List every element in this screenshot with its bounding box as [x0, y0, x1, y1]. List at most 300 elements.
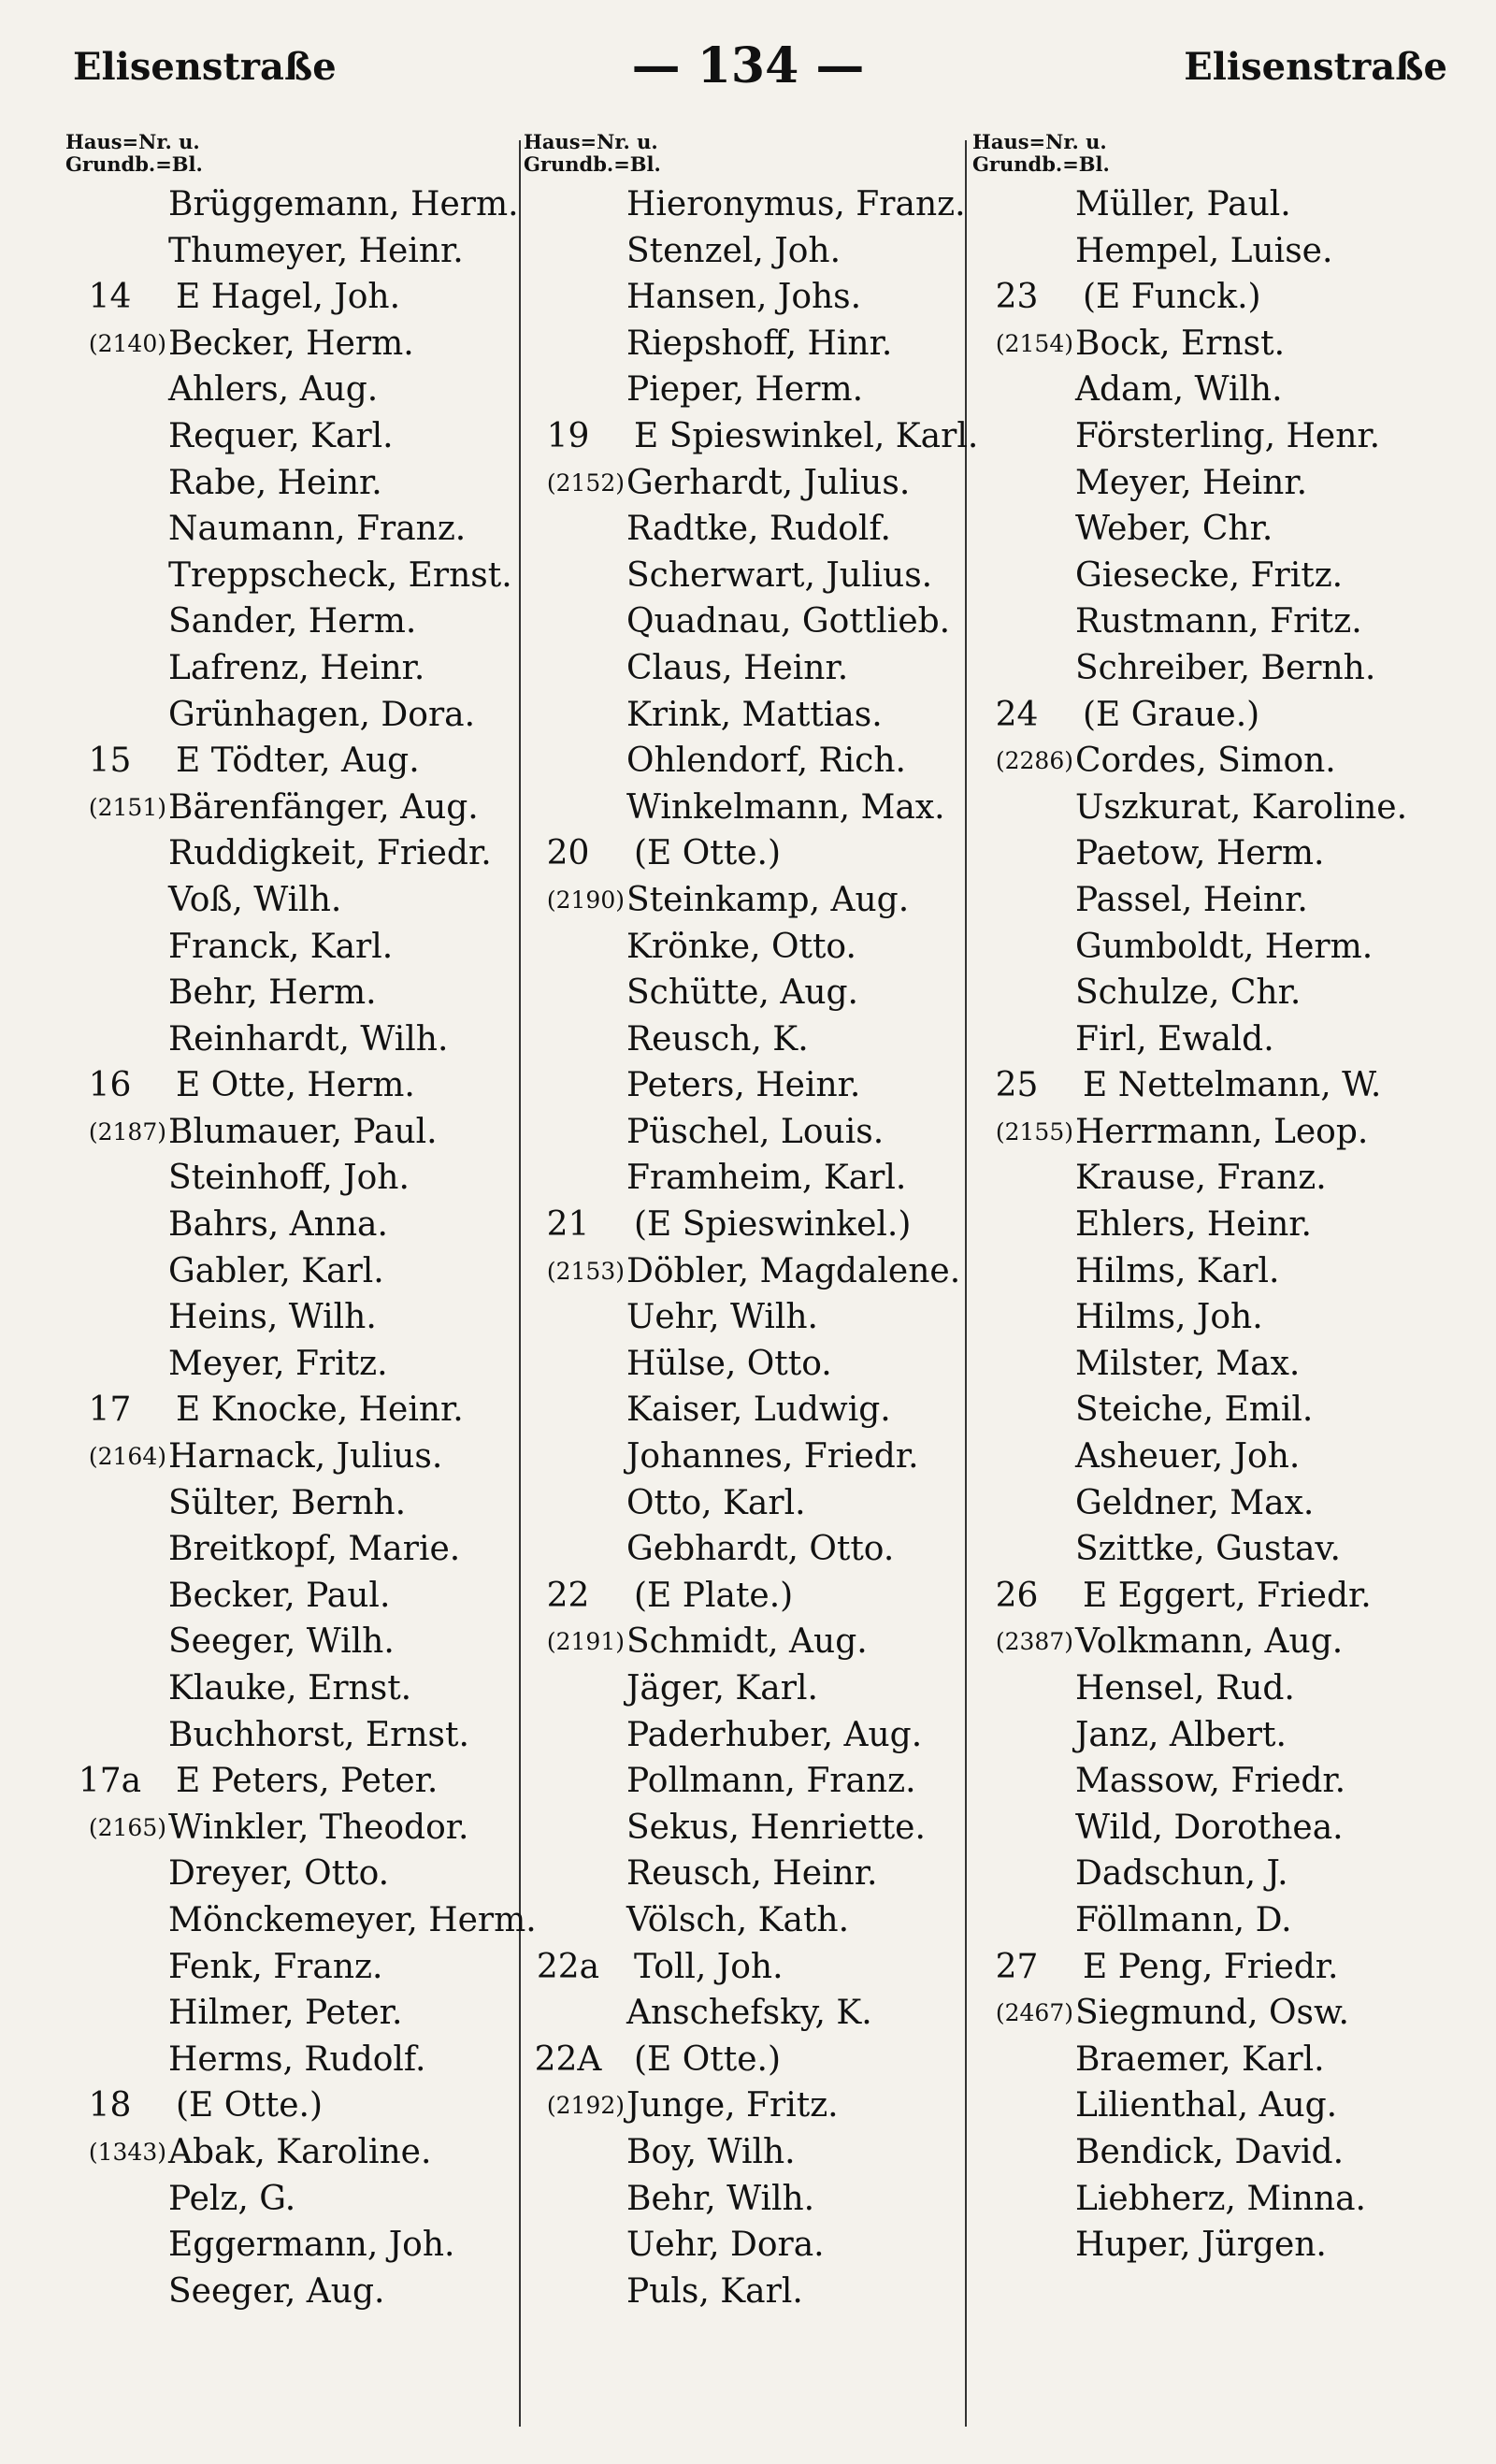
resident-entry [972, 1480, 1459, 1527]
resident-name: Anschefsky, K. [626, 1994, 872, 2033]
resident-entry [524, 1109, 991, 1156]
house-number: 14 [88, 278, 132, 317]
resident-name: Paetow, Herm. [1075, 834, 1325, 873]
resident-name: Franck, Karl. [168, 927, 394, 966]
resident-entry [972, 2082, 1459, 2129]
resident-name: Otto, Karl. [626, 1483, 806, 1522]
resident-entry [65, 1109, 552, 1156]
entry-list [524, 181, 991, 2314]
resident-entry [972, 785, 1459, 831]
resident-entry [972, 1990, 1459, 2037]
resident-entry [65, 1248, 552, 1295]
resident-name: Thumeyer, Heinr. [168, 231, 464, 270]
resident-name: Lilienthal, Aug. [1075, 2086, 1338, 2125]
resident-name: Püschel, Louis. [626, 1112, 885, 1151]
house-entry [524, 1944, 991, 1991]
resident-entry [524, 460, 991, 507]
resident-name: (E Otte.) [634, 834, 782, 873]
resident-name: (E Graue.) [1083, 695, 1260, 734]
resident-entry [524, 2222, 991, 2269]
house-entry [972, 692, 1459, 739]
resident-name: Behr, Wilh. [626, 2179, 815, 2218]
resident-name: Grünhagen, Dora. [168, 695, 476, 734]
column-3 [972, 131, 1459, 2269]
land-register-number: (2155) [995, 1117, 1073, 1146]
resident-name: Schreiber, Bernh. [1075, 648, 1376, 687]
resident-name: E Knocke, Heinr. [176, 1391, 464, 1430]
house-entry [65, 2082, 552, 2129]
resident-entry [972, 1387, 1459, 1434]
house-number: 19 [546, 416, 590, 455]
resident-entry [524, 1248, 991, 1295]
resident-entry [524, 1851, 991, 1897]
land-register-number: (2153) [546, 1257, 625, 1285]
resident-entry [65, 645, 552, 692]
resident-entry [524, 1526, 991, 1573]
resident-name: Winkelmann, Max. [626, 787, 945, 827]
resident-name: Schulze, Chr. [1075, 973, 1302, 1013]
resident-entry [972, 1897, 1459, 1944]
resident-name: Szittke, Gustav. [1075, 1530, 1341, 1569]
resident-entry [65, 1155, 552, 1202]
resident-name: Behr, Herm. [168, 973, 377, 1013]
house-number: 26 [995, 1576, 1039, 1615]
resident-name: (E Otte.) [634, 2039, 782, 2079]
resident-entry [524, 553, 991, 599]
house-entry [524, 1573, 991, 1620]
resident-entry [65, 460, 552, 507]
resident-entry [65, 1202, 552, 1248]
resident-name: Winkler, Theodor. [168, 1808, 469, 1847]
resident-entry [524, 1480, 991, 1527]
resident-entry [972, 367, 1459, 413]
resident-entry [65, 2269, 552, 2315]
resident-name: Pelz, G. [168, 2179, 296, 2218]
resident-name: Adam, Wilh. [1075, 370, 1283, 410]
resident-name: Johannes, Friedr. [626, 1437, 919, 1477]
house-entry [972, 1573, 1459, 1620]
house-number: 20 [546, 834, 590, 873]
resident-name: Junge, Fritz. [626, 2086, 839, 2125]
page-number: — 134 — [631, 37, 865, 94]
house-entry [524, 2037, 991, 2083]
resident-entry [972, 228, 1459, 275]
resident-name: Treppscheck, Ernst. [168, 555, 512, 595]
resident-name: Hilms, Joh. [1075, 1298, 1263, 1337]
resident-entry [524, 228, 991, 275]
resident-name: (E Plate.) [634, 1576, 794, 1615]
resident-name: Dreyer, Otto. [168, 1854, 390, 1894]
resident-entry [972, 738, 1459, 785]
resident-entry [65, 598, 552, 645]
resident-name: E Hagel, Joh. [176, 278, 401, 317]
resident-entry [65, 2176, 552, 2223]
resident-entry [524, 321, 991, 367]
resident-name: Breitkopf, Marie. [168, 1530, 461, 1569]
house-number: 15 [88, 742, 132, 781]
resident-name: Pieper, Herm. [626, 370, 864, 410]
resident-entry [972, 2129, 1459, 2176]
resident-name: Bock, Ernst. [1075, 324, 1286, 363]
resident-name: Ehlers, Heinr. [1075, 1205, 1312, 1245]
resident-entry [972, 2037, 1459, 2083]
resident-name: Weber, Chr. [1075, 510, 1273, 549]
land-register-number: (2192) [546, 2092, 625, 2120]
resident-name: Becker, Herm. [168, 324, 414, 363]
resident-entry [65, 924, 552, 971]
resident-name: Claus, Heinr. [626, 648, 849, 687]
resident-name: Bärenfänger, Aug. [168, 787, 479, 827]
resident-name: E Peters, Peter. [176, 1762, 439, 1801]
resident-name: Krink, Mattias. [626, 695, 883, 734]
resident-name: Steinhoff, Joh. [168, 1159, 410, 1198]
resident-name: Gerhardt, Julius. [626, 463, 911, 502]
resident-entry [972, 924, 1459, 971]
resident-entry [524, 1434, 991, 1480]
resident-entry [524, 877, 991, 924]
resident-name: Abak, Karoline. [168, 2132, 432, 2171]
column-header [524, 131, 991, 181]
resident-name: Meyer, Fritz. [168, 1344, 388, 1383]
house-number: 18 [88, 2086, 132, 2125]
resident-entry [524, 506, 991, 553]
resident-entry [524, 692, 991, 739]
resident-entry [65, 506, 552, 553]
resident-entry [972, 1202, 1459, 1248]
resident-entry [65, 553, 552, 599]
resident-name: Heins, Wilh. [168, 1298, 377, 1337]
resident-name: Sander, Herm. [168, 602, 417, 641]
column-header-line: Grundb.=Bl. [524, 152, 661, 176]
resident-name: Ruddigkeit, Friedr. [168, 834, 492, 873]
resident-name: Blumauer, Paul. [168, 1112, 438, 1151]
resident-entry [972, 1851, 1459, 1897]
resident-entry [65, 1480, 552, 1527]
column-header-line: Haus=Nr. u. [972, 130, 1107, 153]
resident-entry [65, 367, 552, 413]
resident-name: Janz, Albert. [1075, 1715, 1287, 1754]
house-entry [972, 1062, 1459, 1109]
resident-entry [65, 785, 552, 831]
house-entry [972, 274, 1459, 321]
resident-name: Asheuer, Joh. [1075, 1437, 1301, 1477]
resident-name: Meyer, Heinr. [1075, 463, 1308, 502]
house-number: 22 [546, 1576, 590, 1615]
resident-entry [524, 1294, 991, 1341]
resident-name: Siegmund, Osw. [1075, 1994, 1349, 2033]
resident-name: Riepshoff, Hinr. [626, 324, 893, 363]
resident-entry [65, 228, 552, 275]
resident-name: Geldner, Max. [1075, 1483, 1315, 1522]
resident-name: Framheim, Karl. [626, 1159, 907, 1198]
resident-name: Uehr, Dora. [626, 2226, 825, 2265]
resident-name: Klauke, Ernst. [168, 1669, 412, 1708]
resident-name: Buchhorst, Ernst. [168, 1715, 469, 1754]
house-entry [65, 274, 552, 321]
house-entry [65, 738, 552, 785]
resident-name: Reinhardt, Wilh. [168, 1019, 449, 1059]
resident-entry [524, 1805, 991, 1852]
column-header-line: Haus=Nr. u. [65, 130, 200, 153]
resident-name: Hensel, Rud. [1075, 1669, 1295, 1708]
column-header-line: Grundb.=Bl. [65, 152, 203, 176]
resident-name: Seeger, Wilh. [168, 1622, 395, 1662]
resident-name: E Eggert, Friedr. [1083, 1576, 1372, 1615]
resident-entry [524, 1990, 991, 2037]
resident-name: Wild, Dorothea. [1075, 1808, 1344, 1847]
resident-name: (E Funck.) [1083, 278, 1261, 317]
resident-name: Radtke, Rudolf. [626, 510, 891, 549]
resident-entry [972, 1248, 1459, 1295]
resident-entry [65, 1851, 552, 1897]
resident-name: E Spieswinkel, Karl. [634, 416, 979, 455]
resident-entry [65, 692, 552, 739]
resident-entry [65, 1016, 552, 1063]
land-register-number: (2467) [995, 1999, 1073, 2027]
resident-entry [524, 970, 991, 1016]
land-register-number: (2165) [88, 1813, 166, 1841]
land-register-number: (2154) [995, 329, 1073, 357]
entry-list [972, 181, 1459, 2269]
resident-name: Herrmann, Leop. [1075, 1112, 1369, 1151]
resident-name: Uszkurat, Karoline. [1075, 787, 1408, 827]
resident-name: Boy, Wilh. [626, 2132, 796, 2171]
resident-entry [972, 1155, 1459, 1202]
house-number: 27 [995, 1947, 1039, 1986]
resident-entry [524, 785, 991, 831]
resident-name: Mönckemeyer, Herm. [168, 1900, 537, 1939]
house-entry [65, 1062, 552, 1109]
resident-name: Hempel, Luise. [1075, 231, 1333, 270]
resident-entry [524, 645, 991, 692]
resident-entry [65, 2222, 552, 2269]
resident-entry [524, 924, 991, 971]
resident-entry [524, 1897, 991, 1944]
column-1 [65, 131, 552, 2314]
resident-entry [524, 1387, 991, 1434]
resident-entry [524, 181, 991, 228]
resident-name: Voß, Wilh. [168, 880, 342, 919]
resident-name: Puls, Karl. [626, 2271, 803, 2311]
resident-entry [65, 1944, 552, 1991]
resident-name: Pollmann, Franz. [626, 1762, 916, 1801]
resident-entry [65, 1897, 552, 1944]
resident-name: (E Otte.) [176, 2086, 324, 2125]
resident-name: Eggermann, Joh. [168, 2226, 455, 2265]
resident-name: Steiche, Emil. [1075, 1391, 1314, 1430]
resident-name: Schmidt, Aug. [626, 1622, 868, 1662]
resident-name: Hansen, Johs. [626, 278, 862, 317]
resident-entry [65, 181, 552, 228]
house-number: 24 [995, 695, 1039, 734]
resident-entry [65, 321, 552, 367]
resident-entry [65, 2037, 552, 2083]
resident-name: Krönke, Otto. [626, 927, 856, 966]
resident-name: Dadschun, J. [1075, 1854, 1288, 1894]
house-number: 22A [534, 2039, 602, 2079]
resident-name: Bendick, David. [1075, 2132, 1345, 2171]
resident-name: Hieronymus, Franz. [626, 185, 966, 223]
resident-name: Gumboldt, Herm. [1075, 927, 1374, 966]
land-register-number: (2387) [995, 1628, 1073, 1656]
resident-name: Massow, Friedr. [1075, 1762, 1346, 1801]
resident-name: Scherwart, Julius. [626, 555, 933, 595]
resident-name: Ohlendorf, Rich. [626, 742, 906, 781]
column-header-line: Haus=Nr. u. [524, 130, 658, 153]
resident-entry [524, 1155, 991, 1202]
resident-entry [972, 553, 1459, 599]
resident-entry [524, 738, 991, 785]
resident-entry [972, 413, 1459, 460]
resident-name: Uehr, Wilh. [626, 1298, 818, 1337]
resident-entry [65, 1294, 552, 1341]
resident-entry [65, 1805, 552, 1852]
resident-name: Schütte, Aug. [626, 973, 858, 1013]
house-entry [972, 1944, 1459, 1991]
resident-name: Föllmann, D. [1075, 1900, 1292, 1939]
land-register-number: (2190) [546, 886, 625, 914]
resident-name: Passel, Heinr. [1075, 880, 1308, 919]
house-entry [65, 1758, 552, 1805]
land-register-number: (2152) [546, 468, 625, 497]
resident-entry [65, 413, 552, 460]
resident-entry [972, 460, 1459, 507]
resident-name: Rabe, Heinr. [168, 463, 382, 502]
resident-entry [65, 877, 552, 924]
resident-name: Harnack, Julius. [168, 1437, 443, 1477]
house-entry [65, 1387, 552, 1434]
resident-name: Naumann, Franz. [168, 510, 467, 549]
resident-entry [972, 1109, 1459, 1156]
resident-entry [524, 598, 991, 645]
resident-name: Steinkamp, Aug. [626, 880, 910, 919]
house-number: 23 [995, 278, 1039, 317]
resident-entry [524, 1016, 991, 1063]
resident-name: Requer, Karl. [168, 416, 394, 455]
resident-name: Quadnau, Gottlieb. [626, 602, 951, 641]
resident-entry [524, 2082, 991, 2129]
resident-entry [972, 970, 1459, 1016]
resident-name: Lafrenz, Heinr. [168, 648, 425, 687]
resident-name: E Tödter, Aug. [176, 742, 420, 781]
resident-entry [65, 830, 552, 877]
house-number: 17 [88, 1391, 132, 1430]
resident-entry [524, 2176, 991, 2223]
resident-entry [524, 1758, 991, 1805]
land-register-number: (2164) [88, 1443, 166, 1471]
running-head-left: Elisenstraße [73, 45, 337, 89]
house-entry [524, 1202, 991, 1248]
resident-entry [65, 1434, 552, 1480]
resident-name: Milster, Max. [1075, 1344, 1301, 1383]
resident-entry [972, 830, 1459, 877]
resident-entry [524, 2129, 991, 2176]
resident-name: Toll, Joh. [634, 1947, 784, 1986]
running-head-right: Elisenstraße [1184, 45, 1447, 89]
resident-entry [972, 1665, 1459, 1712]
resident-entry [65, 970, 552, 1016]
column-header [972, 131, 1459, 181]
resident-name: Gabler, Karl. [168, 1251, 384, 1290]
resident-name: Döbler, Magdalene. [626, 1251, 961, 1290]
resident-entry [65, 1573, 552, 1620]
resident-name: Volkmann, Aug. [1075, 1622, 1344, 1662]
resident-entry [524, 1062, 991, 1109]
resident-name: E Otte, Herm. [176, 1066, 415, 1105]
resident-entry [972, 1619, 1459, 1665]
land-register-number: (2140) [88, 329, 166, 357]
column-2 [524, 131, 991, 2314]
resident-name: Sekus, Henriette. [626, 1808, 926, 1847]
resident-name: Jäger, Karl. [626, 1669, 818, 1708]
resident-name: Völsch, Kath. [626, 1900, 850, 1939]
land-register-number: (2151) [88, 793, 166, 821]
resident-entry [972, 2222, 1459, 2269]
resident-name: Stenzel, Joh. [626, 231, 842, 270]
resident-entry [972, 1016, 1459, 1063]
column-header-line: Grundb.=Bl. [972, 152, 1110, 176]
resident-name: Giesecke, Fritz. [1075, 555, 1344, 595]
resident-entry [972, 321, 1459, 367]
resident-name: Firl, Ewald. [1075, 1019, 1274, 1059]
house-number: 25 [995, 1066, 1039, 1105]
resident-name: Kaiser, Ludwig. [626, 1391, 891, 1430]
resident-entry [524, 274, 991, 321]
land-register-number: (2187) [88, 1117, 166, 1146]
resident-name: Brüggemann, Herm. [168, 185, 519, 223]
resident-entry [65, 1665, 552, 1712]
resident-entry [972, 506, 1459, 553]
resident-entry [524, 2269, 991, 2315]
resident-entry [65, 1526, 552, 1573]
resident-entry [972, 1434, 1459, 1480]
resident-name: Krause, Franz. [1075, 1159, 1327, 1198]
resident-name: Braemer, Karl. [1075, 2039, 1325, 2079]
resident-entry [524, 1341, 991, 1388]
resident-entry [524, 1619, 991, 1665]
resident-entry [972, 1341, 1459, 1388]
resident-entry [972, 645, 1459, 692]
resident-name: (E Spieswinkel.) [634, 1205, 912, 1245]
resident-name: Herms, Rudolf. [168, 2039, 426, 2079]
resident-name: Försterling, Henr. [1075, 416, 1381, 455]
resident-entry [972, 598, 1459, 645]
resident-entry [65, 2129, 552, 2176]
resident-name: Cordes, Simon. [1075, 742, 1336, 781]
resident-name: Gebhardt, Otto. [626, 1530, 895, 1569]
resident-name: Müller, Paul. [1075, 185, 1291, 223]
resident-name: Bahrs, Anna. [168, 1205, 388, 1245]
resident-name: Peters, Heinr. [626, 1066, 861, 1105]
resident-name: Huper, Jürgen. [1075, 2226, 1327, 2265]
house-number: 16 [88, 1066, 132, 1105]
resident-entry [972, 2176, 1459, 2223]
resident-entry [65, 1619, 552, 1665]
resident-name: Liebherz, Minna. [1075, 2179, 1366, 2218]
resident-entry [65, 1712, 552, 1759]
house-entry [524, 830, 991, 877]
resident-name: Hilms, Karl. [1075, 1251, 1280, 1290]
land-register-number: (2286) [995, 747, 1073, 775]
resident-name: Seeger, Aug. [168, 2271, 385, 2311]
resident-entry [65, 1341, 552, 1388]
house-number: 21 [546, 1205, 590, 1245]
resident-entry [524, 1712, 991, 1759]
resident-entry [972, 1294, 1459, 1341]
resident-entry [524, 1665, 991, 1712]
resident-name: Rustmann, Fritz. [1075, 602, 1362, 641]
house-number: 17a [78, 1762, 142, 1801]
